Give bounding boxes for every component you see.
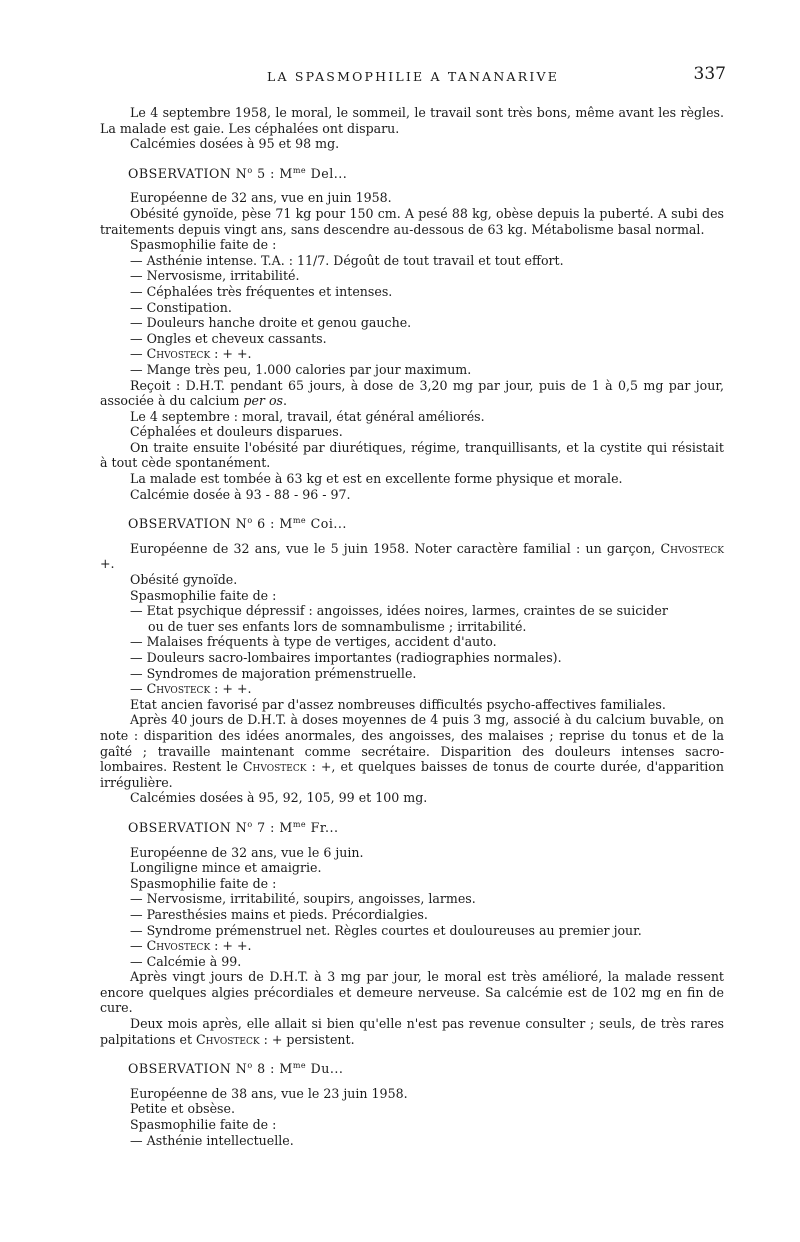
paragraph: Spasmophilie faite de : xyxy=(130,587,277,603)
list-item: — Constipation. xyxy=(130,299,232,315)
list-item: — Syndromes de majoration prémenstruelle. xyxy=(130,665,417,681)
list-item: — Mange très peu, 1.000 calories par jour maximum. xyxy=(130,361,472,377)
list-item: — Syndrome prémenstruel net. Règles courtes et douloureuses au premier jour. xyxy=(130,922,642,938)
list-item: — Calcémie à 99. xyxy=(130,953,242,969)
paragraph: Petite et obsèse. xyxy=(130,1101,235,1117)
paragraph: Calcémies dosées à 95, 92, 105, 99 et 100 mg. xyxy=(130,790,428,806)
list-item: — Malaises fréquents à type de vertiges, accident d'auto. xyxy=(130,634,497,650)
list-item: — Ongles et cheveux cassants. xyxy=(130,330,327,346)
page-number: 337 xyxy=(693,64,726,84)
paragraph: Après vingt jours de D.H.T. à 3 mg par jour, le moral est très amélioré, la malade ressent encore quelques algies précordiales et demeure nerveuse. Sa calcémie est de 102 mg en fin de cure. xyxy=(100,969,724,1016)
paragraph: Spasmophilie faite de : xyxy=(130,875,277,891)
list-item: — Asthénie intellectuelle. xyxy=(130,1132,294,1148)
paragraph: Européenne de 32 ans, vue le 6 juin. xyxy=(130,844,364,860)
page-header xyxy=(100,64,726,86)
running-title: LA SPASMOPHILIE A TANANARIVE xyxy=(266,69,560,84)
list-item: — Douleurs hanche droite et genou gauche. xyxy=(130,315,412,331)
paragraph: Spasmophilie faite de : xyxy=(130,237,277,253)
list-item: — Etat psychique dépressif : angoisses, idées noires, larmes, craintes de se suicider xyxy=(130,603,668,619)
observation-5-heading: OBSERVATION $N^o$ 5 : $M^{me}$ Del... xyxy=(128,165,348,181)
list-item: — Céphalées très fréquentes et intenses. xyxy=(130,283,393,299)
paragraph: Obésité gynoïde, pèse 71 kg pour 150 cm. A pesé 88 kg, obèse depuis la puberté. A subi des traitements depuis vingt ans, sans descendre au-dessous de 63 kg. Métabolisme basal normal. xyxy=(100,205,724,237)
list-item: — Chvosteck : + +. xyxy=(130,681,252,697)
paragraph: La malade est tombée à 63 kg et est en excellente forme physique et morale. xyxy=(130,471,623,487)
paragraph: Européenne de 38 ans, vue le 23 juin 1958. xyxy=(130,1085,408,1101)
paragraph: Après 40 jours de D.H.T. à doses moyennes de 4 puis 3 mg, associé à du calcium buvable, on note : disparition des idées anormales, des angoisses, des malaises ; reprise du tonus et de la gaîté ; travaille maintenant comme secrétaire. Disparition des douleurs intenses sacro-lombaires. Restent le Chvosteck : +, et quelques baisses de tonus de courte durée, d'apparition irrégulière. xyxy=(100,712,724,790)
paragraph: Etat ancien favorisé par d'assez nombreuses difficultés psycho-affectives familiales. xyxy=(130,696,666,712)
paragraph: Obésité gynoïde. xyxy=(130,572,238,588)
list-item: — Nervosisme, irritabilité, soupirs, angoisses, larmes. xyxy=(130,891,476,907)
observation-8-heading: OBSERVATION $N^o$ 8 : $M^{me}$ Du... xyxy=(128,1061,344,1077)
paragraph: Calcémies dosées à 95 et 98 mg. xyxy=(130,136,340,152)
paragraph: Européenne de 32 ans, vue en juin 1958. xyxy=(130,190,392,206)
paragraph: On traite ensuite l'obésité par diurétiques, régime, tranquillisants, et la cystite qui résistait à tout cède spontanément. xyxy=(100,439,724,471)
paragraph: Spasmophilie faite de : xyxy=(130,1117,277,1133)
paragraph: Reçoit : D.H.T. pendant 65 jours, à dose de 3,20 mg par jour, puis de 1 à 0,5 mg par jour, associée à du calcium per os. xyxy=(100,377,724,409)
paragraph: Le 4 septembre : moral, travail, état général améliorés. xyxy=(130,408,485,424)
paragraph: Le 4 septembre 1958, le moral, le sommeil, le travail sont très bons, même avant les règles. La malade est gaie. Les céphalées ont disparu. xyxy=(100,105,724,136)
list-item: — Asthénie intense. T.A. : 11/7. Dégoût de tout travail et tout effort. xyxy=(130,252,564,268)
observation-7-heading: OBSERVATION $N^o$ 7 : $M^{me}$ Fr... xyxy=(128,819,339,835)
body-text xyxy=(100,105,724,1148)
paragraph: Céphalées et douleurs disparues. xyxy=(130,424,343,440)
paragraph: Européenne de 32 ans, vue le 5 juin 1958. Noter caractère familial : un garçon, Chvosteck +. xyxy=(100,540,724,572)
list-item: — Chvosteck : + +. xyxy=(130,938,252,954)
list-item: — Paresthésies mains et pieds. Précordialgies. xyxy=(130,906,428,922)
list-item-continuation: ou de tuer ses enfants lors de somnambulisme ; irritabilité. xyxy=(148,618,527,634)
observation-6-heading: OBSERVATION $N^o$ 6 : $M^{me}$ Coi... xyxy=(128,516,347,532)
paragraph: Calcémie dosée à 93 - 88 - 96 - 97. xyxy=(130,486,351,502)
list-item: — Chvosteck : + +. xyxy=(130,346,252,362)
list-item: — Nervosisme, irritabilité. xyxy=(130,268,300,284)
paragraph: Longiligne mince et amaigrie. xyxy=(130,860,322,876)
paragraph: Deux mois après, elle allait si bien qu'elle n'est pas revenue consulter ; seuls, de très rares palpitations et Chvosteck : + persistent. xyxy=(100,1016,724,1047)
list-item: — Douleurs sacro-lombaires importantes (radiographies normales). xyxy=(130,650,562,665)
